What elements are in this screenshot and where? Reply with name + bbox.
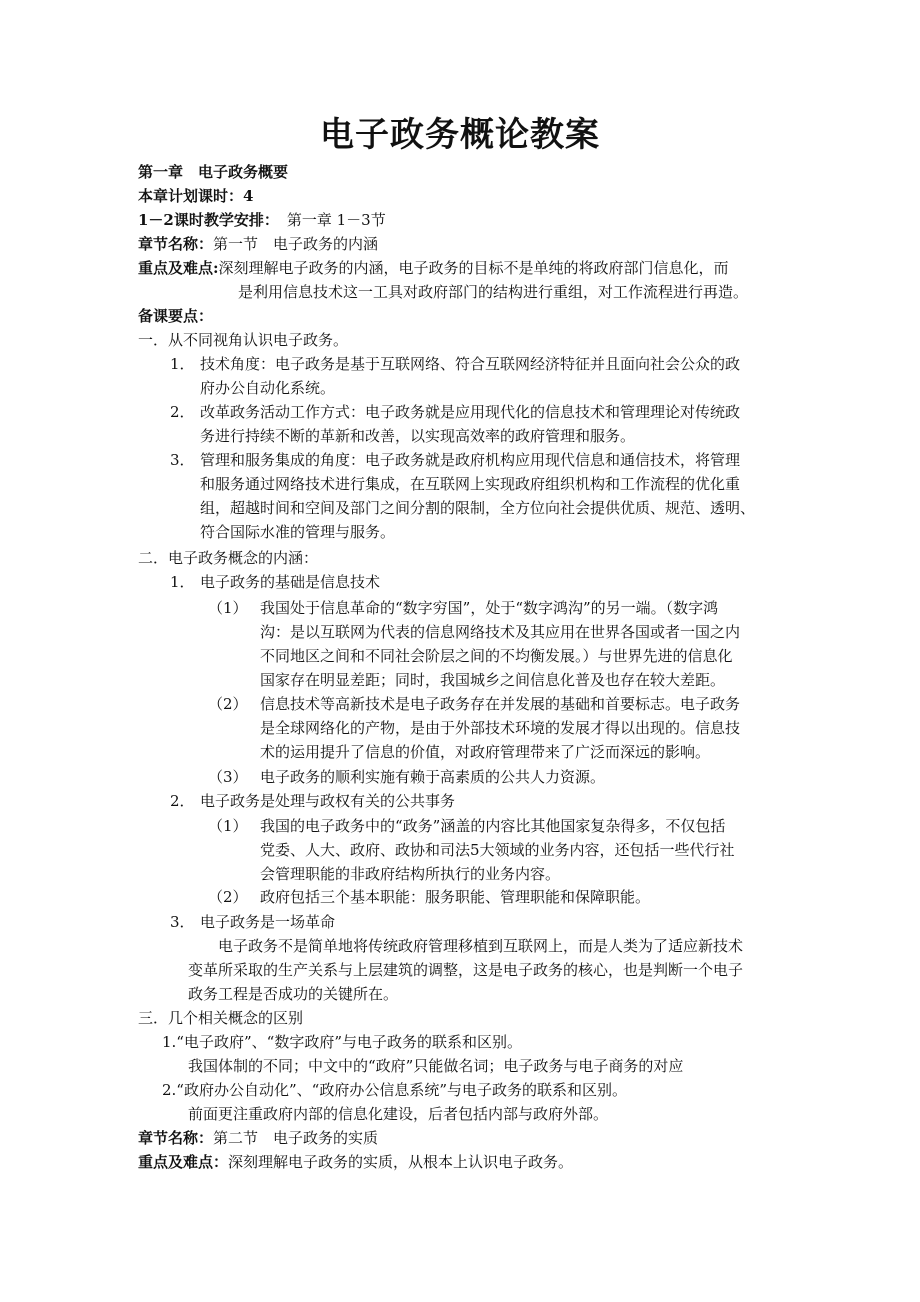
section-label: 章节名称： (138, 235, 214, 253)
paragraph-line: 电子政务不是简单地将传统政府管理移植到互联网上，而是人类为了适应新技术 (218, 937, 744, 955)
sub-item-text: 国家存在明显差距；同时，我国城乡之间信息化普及也存在较大差距。 (260, 671, 726, 689)
part1-item-num: 1． (170, 355, 195, 373)
focus-line-1 (138, 256, 729, 280)
schedule-label: 1－2课时教学安排： (138, 211, 279, 229)
paragraph-line: 政务工程是否成功的关键所在。 (188, 985, 399, 1003)
section-value: 第一节 电子政务的内涵 (213, 235, 379, 253)
schedule-value: 第一章 1－3节 (286, 211, 386, 229)
part1-item-text: 务进行持续不断的革新和改善，以实现高效率的政府管理和服务。 (200, 427, 636, 445)
sub-item-num: （3） (208, 768, 248, 786)
part1-item-text: 和服务通过网络技术进行集成，在互联网上实现政府组织机构和工作流程的优化重 (200, 475, 741, 493)
part1-item-text: 符合国际水准的管理与服务。 (200, 523, 396, 541)
part2-item-text: 电子政务是一场革命 (200, 913, 336, 931)
sub-item-num: （1） (208, 817, 248, 835)
section2-label: 章节名称： (138, 1129, 214, 1147)
sub-item-num: （1） (208, 599, 248, 617)
document-title: 电子政务概论教案 (320, 115, 600, 155)
sub-item-text: 我国的电子政务中的“政务”涵盖的内容比其他国家复杂得多，不仅包括 (260, 817, 726, 835)
sub-item-text: 电子政务的顺利实施有赖于高素质的公共人力资源。 (260, 768, 606, 786)
part3-item: 2.“政府办公自动化”、“政府办公信息系统”与电子政务的联系和区别。 (162, 1081, 627, 1099)
part2-item-text: 电子政务的基础是信息技术 (200, 573, 381, 591)
chapter-heading: 第一章 电子政务概要 (138, 163, 289, 181)
part3-item-detail: 前面更注重政府内部的信息化建设，后者包括内部与政府外部。 (188, 1105, 609, 1123)
part1-item-num: 2． (170, 403, 195, 421)
section2-focus-label: 重点及难点： (138, 1153, 229, 1171)
section2-name-line (138, 1126, 378, 1150)
sub-item-text: 会管理职能的非政府结构所执行的业务内容。 (260, 865, 561, 883)
part3-item: 1.“电子政府”、“数字政府”与电子政务的联系和区别。 (162, 1033, 522, 1051)
planned-hours: 本章计划课时：4 (138, 187, 254, 205)
part1-item-num: 3． (170, 451, 195, 469)
sub-item-text: 沟：是以互联网为代表的信息网络技术及其应用在世界各国或者一国之内 (260, 623, 741, 641)
sub-item-text: 信息技术等高新技术是电子政务存在并发展的基础和首要标志。电子政务 (260, 695, 741, 713)
sub-item-num: （2） (208, 888, 248, 906)
sub-item-text: 党委、人大、政府、政协和司法5大领域的业务内容，还包括一些代行社 (260, 841, 735, 859)
part2-item-text: 电子政务是处理与政权有关的公共事务 (200, 792, 456, 810)
part2-item-num: 2． (170, 792, 195, 810)
part1-item-text: 技术角度：电子政务是基于互联网络、符合互联网经济特征并且面向社会公众的政 (200, 355, 741, 373)
part3-heading: 三．几个相关概念的区别 (138, 1009, 304, 1027)
sub-item-text: 政府包括三个基本职能：服务职能、管理职能和保障职能。 (260, 888, 651, 906)
part1-item-text: 管理和服务集成的角度：电子政务就是政府机构应用现代信息和通信技术，将管理 (200, 451, 741, 469)
part2-item-num: 1． (170, 573, 195, 591)
section2-value: 第二节 电子政务的实质 (213, 1129, 379, 1147)
part2-item-num: 3． (170, 913, 195, 931)
section2-focus-value: 深刻理解电子政务的实质，从根本上认识电子政务。 (228, 1153, 574, 1171)
section2-focus-line (138, 1150, 573, 1174)
section-name-line (138, 232, 378, 256)
paragraph-line: 变革所采取的生产关系与上层建筑的调整，这是电子政务的核心，也是判断一个电子 (188, 961, 744, 979)
sub-item-text: 不同地区之间和不同社会阶层之间的不均衡发展。）与世界先进的信息化 (260, 647, 733, 665)
sub-item-text: 是全球网络化的产物，是由于外部技术环境的发展才得以出现的。信息技 (260, 719, 741, 737)
focus-label: 重点及难点: (138, 259, 219, 277)
sub-item-text: 术的运用提升了信息的价值，对政府管理带来了广泛而深远的影响。 (260, 743, 711, 761)
part1-item-text: 府办公自动化系统。 (200, 379, 336, 397)
focus-line-2: 是利用信息技术这一工具对政府部门的结构进行重组，对工作流程进行再造。 (238, 283, 749, 301)
schedule-line (138, 208, 386, 232)
sub-item-num: （2） (208, 695, 248, 713)
part2-heading: 二．电子政务概念的内涵： (138, 549, 319, 567)
part1-heading: 一．从不同视角认识电子政务。 (138, 331, 349, 349)
focus-text-1: 深刻理解电子政务的内涵，电子政务的目标不是单纯的将政府部门信息化，而 (218, 259, 729, 277)
sub-item-text: 我国处于信息革命的“数字穷国”，处于“数字鸿沟”的另一端。（数字鸿 (260, 599, 719, 617)
part3-item-detail: 我国体制的不同；中文中的“政府”只能做名词；电子政务与电子商务的对应 (188, 1057, 684, 1075)
prep-points-label: 备课要点： (138, 307, 214, 325)
part1-item-text: 组，超越时间和空间及部门之间分割的限制，全方位向社会提供优质、规范、透明、 (200, 499, 756, 517)
part1-item-text: 改革政务活动工作方式：电子政务就是应用现代化的信息技术和管理理论对传统政 (200, 403, 741, 421)
